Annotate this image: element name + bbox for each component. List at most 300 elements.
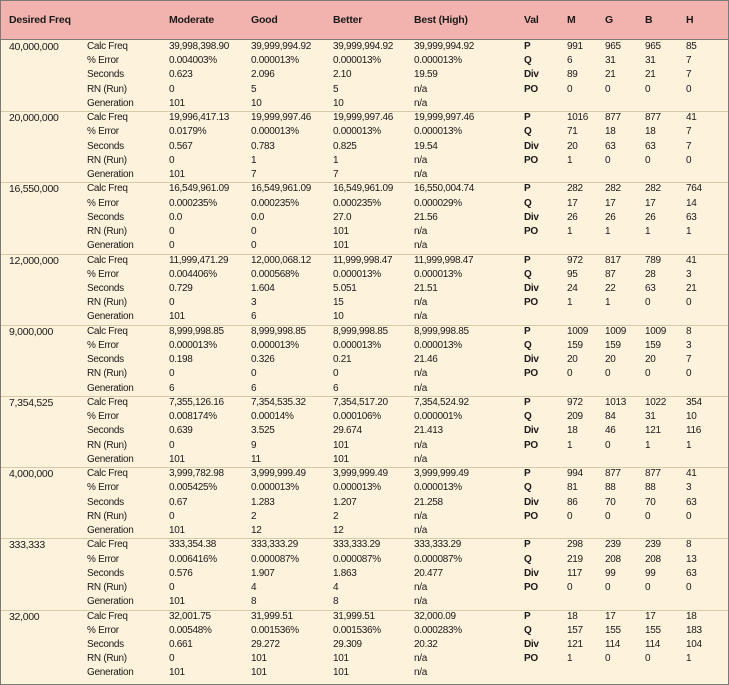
- val-cell: Q: [524, 411, 532, 423]
- good-cell: 1: [251, 154, 257, 166]
- b-cell: 965: [645, 41, 661, 52]
- moderate-cell: 0.0: [169, 211, 183, 223]
- metric-cell: RN (Run): [87, 83, 127, 95]
- val-cell: Div: [524, 496, 539, 508]
- g-cell: 0: [605, 368, 611, 380]
- header-m: M: [567, 14, 576, 26]
- table-row: [1, 595, 728, 609]
- better-cell: 101: [333, 653, 349, 665]
- h-cell: 764: [686, 183, 702, 195]
- best-cell: n/a: [414, 83, 428, 95]
- header-b: B: [645, 14, 653, 26]
- g-cell: 155: [605, 624, 621, 636]
- better-cell: 3,999,999.49: [333, 468, 388, 480]
- better-cell: 0: [333, 368, 339, 380]
- moderate-cell: 0.006416%: [169, 553, 217, 565]
- metric-cell: % Error: [87, 624, 119, 636]
- moderate-cell: 101: [169, 596, 185, 608]
- moderate-cell: 39,998,398.90: [169, 41, 230, 52]
- better-cell: 4: [333, 581, 339, 593]
- good-cell: 5: [251, 83, 257, 95]
- moderate-cell: 32,001.75: [169, 610, 211, 622]
- table-row: [1, 268, 728, 282]
- b-cell: 18: [645, 126, 656, 138]
- metric-cell: Seconds: [87, 69, 124, 81]
- better-cell: 1.207: [333, 496, 357, 508]
- good-cell: 12,000,068.12: [251, 254, 312, 266]
- metric-cell: Calc Freq: [87, 610, 128, 622]
- good-cell: 9: [251, 439, 257, 451]
- m-cell: 86: [567, 496, 578, 508]
- better-cell: 19,999,997.46: [333, 112, 394, 124]
- good-cell: 39,999,994.92: [251, 41, 312, 52]
- m-cell: 0: [567, 83, 573, 95]
- best-cell: 39,999,994.92: [414, 41, 475, 52]
- good-cell: 0.783: [251, 140, 275, 152]
- metric-cell: Generation: [87, 97, 134, 109]
- metric-cell: Seconds: [87, 567, 124, 579]
- g-cell: 0: [605, 653, 611, 665]
- m-cell: 219: [567, 553, 583, 565]
- m-cell: 991: [567, 41, 583, 52]
- good-cell: 19,999,997.46: [251, 112, 312, 124]
- metric-cell: Calc Freq: [87, 41, 128, 52]
- metric-cell: Seconds: [87, 282, 124, 294]
- g-cell: 877: [605, 468, 621, 480]
- h-cell: 7: [686, 354, 692, 366]
- b-cell: 1022: [645, 397, 667, 408]
- good-cell: 0.000235%: [251, 197, 299, 209]
- g-cell: 0: [605, 581, 611, 593]
- good-cell: 0.326: [251, 354, 275, 366]
- h-cell: 10: [686, 411, 697, 423]
- h-cell: 3: [686, 339, 692, 351]
- h-cell: 0: [686, 510, 692, 522]
- best-cell: 0.000013%: [414, 268, 462, 280]
- best-cell: 19,999,997.46: [414, 112, 475, 124]
- m-cell: 20: [567, 354, 578, 366]
- best-cell: n/a: [414, 154, 428, 166]
- table-row: [1, 467, 728, 481]
- table-row: [1, 54, 728, 68]
- metric-cell: Seconds: [87, 425, 124, 437]
- m-cell: 121: [567, 638, 583, 650]
- moderate-cell: 0: [169, 439, 175, 451]
- good-cell: 8,999,998.85: [251, 325, 306, 337]
- good-cell: 101: [251, 667, 267, 679]
- desired-freq-value: 40,000,000: [9, 41, 59, 53]
- g-cell: 877: [605, 112, 621, 124]
- metric-cell: RN (Run): [87, 154, 127, 166]
- best-cell: 19.54: [414, 140, 438, 152]
- m-cell: 972: [567, 397, 583, 408]
- frequency-group: [1, 182, 728, 254]
- table-row: [1, 239, 728, 253]
- table-row: [1, 83, 728, 97]
- good-cell: 1.604: [251, 282, 275, 294]
- g-cell: 114: [605, 638, 621, 650]
- metric-cell: RN (Run): [87, 368, 127, 380]
- val-cell: PO: [524, 439, 538, 451]
- best-cell: 0.000001%: [414, 411, 462, 423]
- b-cell: 26: [645, 211, 656, 223]
- m-cell: 0: [567, 368, 573, 380]
- val-cell: PO: [524, 154, 538, 166]
- good-cell: 8: [251, 596, 257, 608]
- g-cell: 817: [605, 254, 621, 266]
- metric-cell: Seconds: [87, 211, 124, 223]
- metric-cell: Calc Freq: [87, 325, 128, 337]
- moderate-cell: 7,355,126.16: [169, 397, 224, 408]
- g-cell: 1013: [605, 397, 627, 408]
- better-cell: 0.21: [333, 354, 352, 366]
- table-row: [1, 553, 728, 567]
- good-cell: 2: [251, 510, 257, 522]
- good-cell: 0.00014%: [251, 411, 294, 423]
- moderate-cell: 11,999,471.29: [169, 254, 229, 266]
- val-cell: P: [524, 41, 531, 52]
- better-cell: 10: [333, 97, 344, 109]
- b-cell: 70: [645, 496, 656, 508]
- g-cell: 88: [605, 482, 616, 494]
- metric-cell: Generation: [87, 596, 134, 608]
- better-cell: 8: [333, 596, 339, 608]
- best-cell: n/a: [414, 453, 428, 465]
- moderate-cell: 0: [169, 581, 175, 593]
- g-cell: 46: [605, 425, 616, 437]
- table-row: [1, 581, 728, 595]
- b-cell: 31: [645, 55, 656, 67]
- good-cell: 6: [251, 382, 257, 394]
- header-g: G: [605, 14, 613, 26]
- good-cell: 2.096: [251, 69, 275, 81]
- good-cell: 0: [251, 225, 257, 237]
- b-cell: 0: [645, 297, 651, 309]
- metric-cell: Calc Freq: [87, 112, 128, 124]
- val-cell: Div: [524, 638, 539, 650]
- moderate-cell: 0.004003%: [169, 55, 217, 67]
- best-cell: 0.000013%: [414, 126, 462, 138]
- b-cell: 877: [645, 112, 661, 124]
- val-cell: PO: [524, 83, 538, 95]
- metric-cell: Generation: [87, 240, 134, 252]
- moderate-cell: 6: [169, 382, 175, 394]
- table-row: [1, 382, 728, 396]
- moderate-cell: 101: [169, 168, 185, 180]
- better-cell: 0.000013%: [333, 482, 381, 494]
- m-cell: 18: [567, 610, 578, 622]
- val-cell: Div: [524, 567, 539, 579]
- desired-freq-value: 4,000,000: [9, 468, 54, 481]
- metric-cell: Generation: [87, 524, 134, 536]
- table-row: [1, 40, 728, 54]
- b-cell: 789: [645, 254, 661, 266]
- better-cell: 5: [333, 83, 339, 95]
- val-cell: Q: [524, 126, 532, 138]
- moderate-cell: 0: [169, 240, 175, 252]
- frequency-group: [1, 325, 728, 397]
- best-cell: 21.413: [414, 425, 443, 437]
- m-cell: 157: [567, 624, 583, 636]
- frequency-group: [1, 40, 728, 112]
- h-cell: 183: [686, 624, 702, 636]
- good-cell: 1.283: [251, 496, 275, 508]
- good-cell: 0.0: [251, 211, 265, 223]
- h-cell: 1: [686, 439, 692, 451]
- h-cell: 0: [686, 581, 692, 593]
- table-row: [1, 125, 728, 139]
- best-cell: n/a: [414, 297, 428, 309]
- table-row: [1, 325, 728, 339]
- g-cell: 17: [605, 197, 616, 209]
- good-cell: 3: [251, 297, 257, 309]
- best-cell: n/a: [414, 667, 428, 679]
- best-cell: 333,333.29: [414, 539, 462, 551]
- b-cell: 17: [645, 610, 656, 622]
- metric-cell: Generation: [87, 382, 134, 394]
- b-cell: 28: [645, 268, 656, 280]
- better-cell: 5.051: [333, 282, 357, 294]
- metric-cell: % Error: [87, 553, 119, 565]
- better-cell: 101: [333, 439, 349, 451]
- g-cell: 0: [605, 510, 611, 522]
- better-cell: 101: [333, 225, 349, 237]
- g-cell: 63: [605, 140, 616, 152]
- g-cell: 0: [605, 439, 611, 451]
- frequency-group: [1, 538, 728, 610]
- best-cell: 20.32: [414, 638, 438, 650]
- metric-cell: % Error: [87, 55, 119, 67]
- better-cell: 0.000106%: [333, 411, 381, 423]
- g-cell: 20: [605, 354, 616, 366]
- metric-cell: % Error: [87, 126, 119, 138]
- table-row: [1, 410, 728, 424]
- b-cell: 121: [645, 425, 661, 437]
- h-cell: 0: [686, 368, 692, 380]
- best-cell: n/a: [414, 225, 428, 237]
- good-cell: 3,999,999.49: [251, 468, 306, 480]
- best-cell: 0.000029%: [414, 197, 462, 209]
- h-cell: 7: [686, 126, 692, 138]
- moderate-cell: 0.005425%: [169, 482, 217, 494]
- better-cell: 7,354,517.20: [333, 397, 388, 408]
- desired-freq-value: 9,000,000: [9, 325, 54, 338]
- best-cell: 0.000087%: [414, 553, 462, 565]
- best-cell: n/a: [414, 653, 428, 665]
- good-cell: 101: [251, 653, 267, 665]
- moderate-cell: 0.623: [169, 69, 193, 81]
- moderate-cell: 0: [169, 154, 175, 166]
- moderate-cell: 0: [169, 83, 175, 95]
- val-cell: Q: [524, 55, 532, 67]
- metric-cell: % Error: [87, 268, 119, 280]
- moderate-cell: 8,999,998.85: [169, 325, 224, 337]
- b-cell: 1: [645, 225, 651, 237]
- g-cell: 17: [605, 610, 616, 622]
- best-cell: n/a: [414, 524, 428, 536]
- h-cell: 21: [686, 282, 697, 294]
- table-row: [1, 225, 728, 239]
- h-cell: 7: [686, 69, 692, 81]
- h-cell: 63: [686, 496, 697, 508]
- desired-freq-value: 7,354,525: [9, 397, 54, 409]
- table-row: [1, 496, 728, 510]
- h-cell: 8: [686, 539, 692, 551]
- moderate-cell: 0: [169, 368, 175, 380]
- table-row: [1, 182, 728, 196]
- m-cell: 81: [567, 482, 578, 494]
- best-cell: 3,999,999.49: [414, 468, 469, 480]
- b-cell: 0: [645, 83, 651, 95]
- best-cell: n/a: [414, 581, 428, 593]
- best-cell: 11,999,998.47: [414, 254, 474, 266]
- table-row: [1, 624, 728, 638]
- val-cell: PO: [524, 225, 538, 237]
- h-cell: 116: [686, 425, 702, 437]
- m-cell: 298: [567, 539, 583, 551]
- val-cell: Div: [524, 69, 539, 81]
- h-cell: 14: [686, 197, 697, 209]
- best-cell: n/a: [414, 439, 428, 451]
- frequency-group: [1, 111, 728, 183]
- val-cell: Q: [524, 268, 532, 280]
- metric-cell: RN (Run): [87, 581, 127, 593]
- moderate-cell: 0.639: [169, 425, 193, 437]
- m-cell: 1009: [567, 325, 589, 337]
- h-cell: 7: [686, 55, 692, 67]
- g-cell: 0: [605, 83, 611, 95]
- header-h: H: [686, 14, 694, 26]
- metric-cell: Generation: [87, 453, 134, 465]
- table-row: [1, 652, 728, 666]
- h-cell: 354: [686, 397, 702, 408]
- best-cell: 19.59: [414, 69, 438, 81]
- frequency-group: [1, 610, 728, 681]
- better-cell: 15: [333, 297, 344, 309]
- moderate-cell: 0.576: [169, 567, 193, 579]
- table-row: [1, 97, 728, 111]
- table-row: [1, 339, 728, 353]
- table-row: [1, 211, 728, 225]
- h-cell: 0: [686, 83, 692, 95]
- b-cell: 155: [645, 624, 661, 636]
- moderate-cell: 0.00548%: [169, 624, 212, 636]
- val-cell: Div: [524, 425, 539, 437]
- better-cell: 0.000013%: [333, 339, 381, 351]
- table-row: [1, 353, 728, 367]
- table-row: [1, 666, 728, 680]
- good-cell: 31,999.51: [251, 610, 293, 622]
- best-cell: 21.51: [414, 282, 438, 294]
- h-cell: 1: [686, 225, 692, 237]
- metric-cell: Calc Freq: [87, 539, 128, 551]
- val-cell: P: [524, 539, 531, 551]
- best-cell: 20.477: [414, 567, 443, 579]
- metric-cell: Generation: [87, 667, 134, 679]
- metric-cell: RN (Run): [87, 439, 127, 451]
- h-cell: 41: [686, 254, 697, 266]
- metric-cell: Calc Freq: [87, 183, 128, 195]
- better-cell: 39,999,994.92: [333, 41, 394, 52]
- best-cell: 16,550,004.74: [414, 183, 475, 195]
- metric-cell: Calc Freq: [87, 397, 128, 408]
- h-cell: 0: [686, 154, 692, 166]
- best-cell: 8,999,998.85: [414, 325, 469, 337]
- good-cell: 0.000013%: [251, 339, 299, 351]
- h-cell: 41: [686, 468, 697, 480]
- m-cell: 71: [567, 126, 578, 138]
- h-cell: 3: [686, 482, 692, 494]
- b-cell: 0: [645, 154, 651, 166]
- good-cell: 333,333.29: [251, 539, 299, 551]
- frequency-group: [1, 467, 728, 539]
- table-row: [1, 154, 728, 168]
- moderate-cell: 0.004406%: [169, 268, 217, 280]
- good-cell: 0: [251, 368, 257, 380]
- desired-freq-value: 20,000,000: [9, 112, 59, 125]
- best-cell: n/a: [414, 382, 428, 394]
- good-cell: 1.907: [251, 567, 275, 579]
- good-cell: 16,549,961.09: [251, 183, 312, 195]
- best-cell: n/a: [414, 240, 428, 252]
- g-cell: 70: [605, 496, 616, 508]
- moderate-cell: 101: [169, 524, 185, 536]
- metric-cell: Seconds: [87, 140, 124, 152]
- m-cell: 117: [567, 567, 583, 579]
- table-row: [1, 296, 728, 310]
- b-cell: 0: [645, 368, 651, 380]
- moderate-cell: 0.008174%: [169, 411, 217, 423]
- best-cell: 32,000.09: [414, 610, 456, 622]
- moderate-cell: 101: [169, 453, 185, 465]
- best-cell: 0.000283%: [414, 624, 462, 636]
- h-cell: 18: [686, 610, 697, 622]
- g-cell: 1: [605, 297, 611, 309]
- table-row: [1, 111, 728, 125]
- best-cell: n/a: [414, 168, 428, 180]
- h-cell: 104: [686, 638, 702, 650]
- g-cell: 26: [605, 211, 616, 223]
- b-cell: 282: [645, 183, 661, 195]
- val-cell: Q: [524, 197, 532, 209]
- m-cell: 1: [567, 653, 573, 665]
- val-cell: P: [524, 254, 531, 266]
- h-cell: 8: [686, 325, 692, 337]
- moderate-cell: 101: [169, 311, 185, 323]
- val-cell: Div: [524, 282, 539, 294]
- table-row: [1, 610, 728, 624]
- m-cell: 89: [567, 69, 578, 81]
- moderate-cell: 0: [169, 653, 175, 665]
- m-cell: 159: [567, 339, 583, 351]
- moderate-cell: 3,999,782.98: [169, 468, 224, 480]
- m-cell: 95: [567, 268, 578, 280]
- g-cell: 239: [605, 539, 621, 551]
- best-cell: 21.46: [414, 354, 438, 366]
- good-cell: 0.000013%: [251, 55, 299, 67]
- metric-cell: RN (Run): [87, 297, 127, 309]
- h-cell: 7: [686, 140, 692, 152]
- good-cell: 12: [251, 524, 262, 536]
- m-cell: 18: [567, 425, 578, 437]
- val-cell: P: [524, 112, 531, 124]
- g-cell: 84: [605, 411, 616, 423]
- g-cell: 208: [605, 553, 621, 565]
- better-cell: 333,333.29: [333, 539, 381, 551]
- metric-cell: RN (Run): [87, 653, 127, 665]
- better-cell: 2.10: [333, 69, 352, 81]
- metric-cell: % Error: [87, 197, 119, 209]
